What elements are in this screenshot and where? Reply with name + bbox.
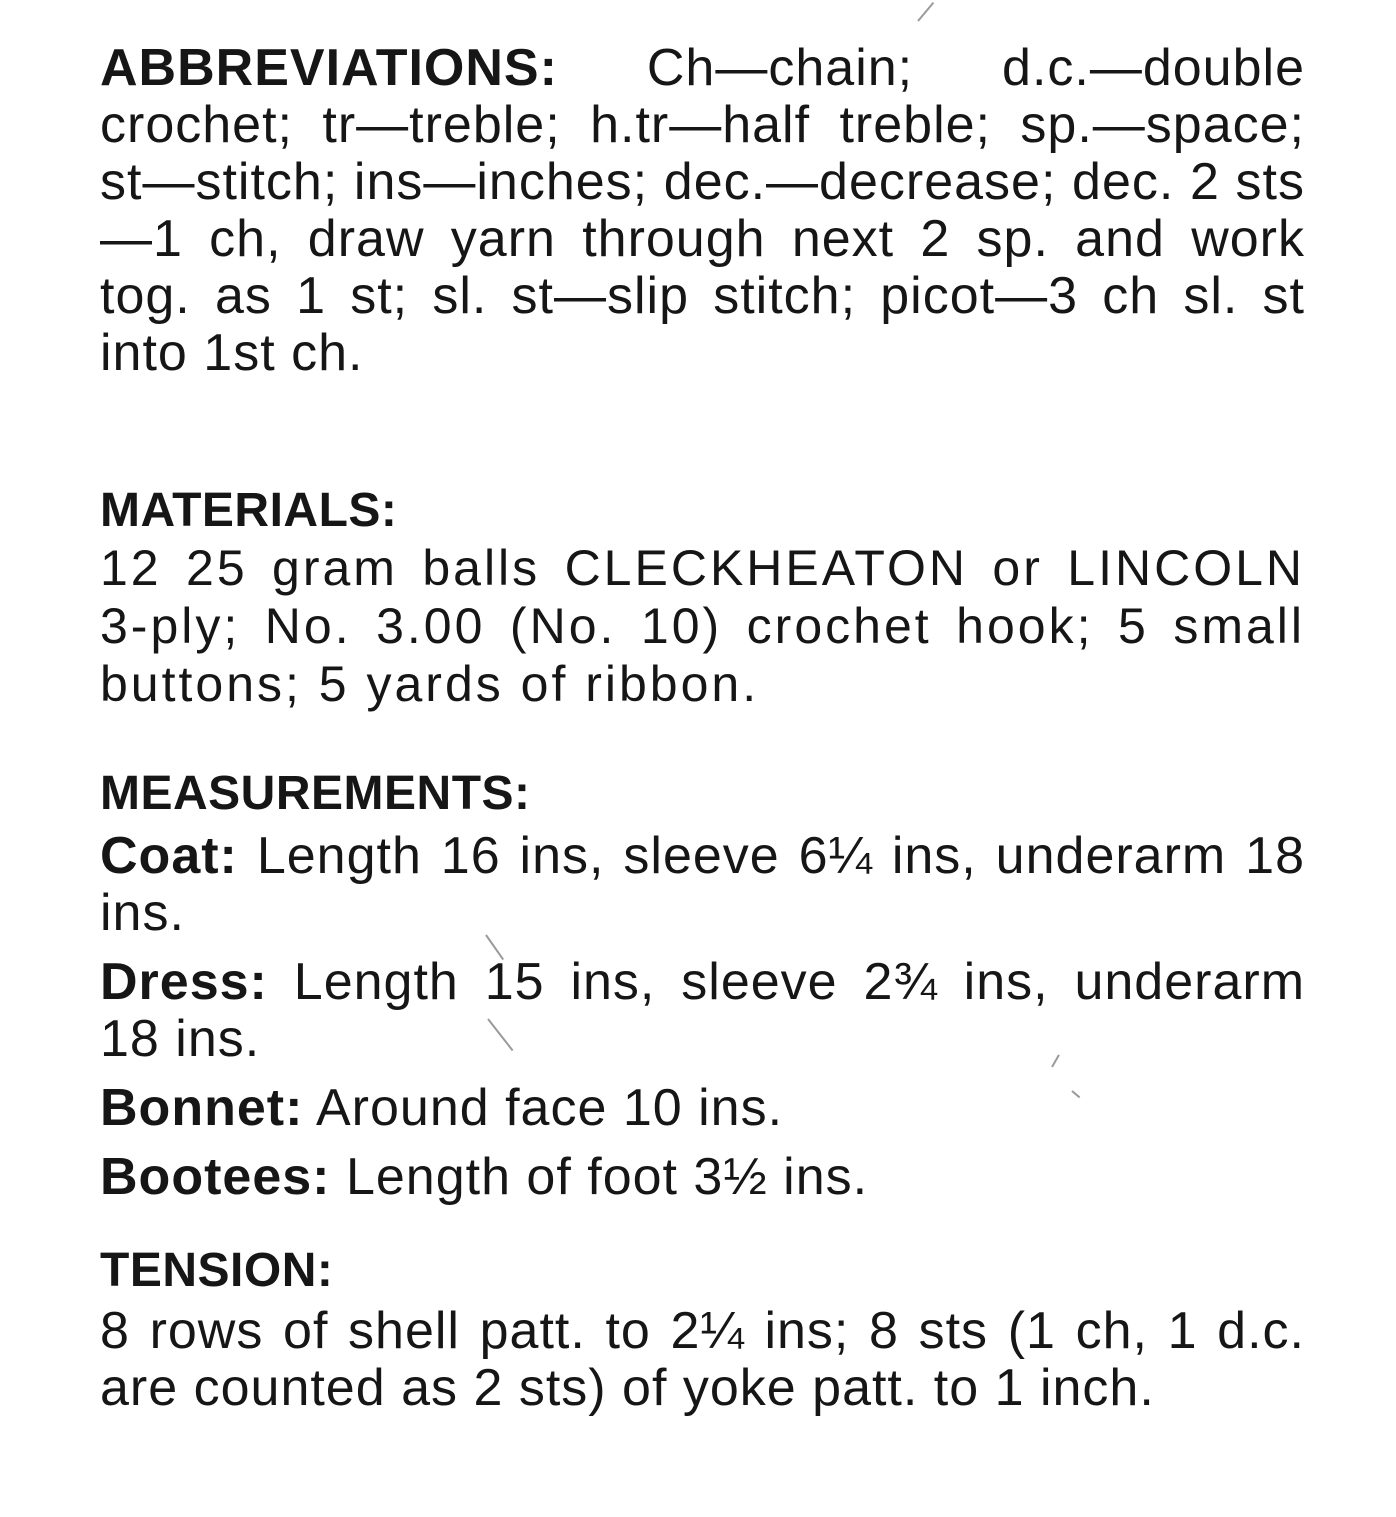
measurement-text: Around face 10 ins. [315,1079,784,1137]
abbreviations-text: Ch—chain; d.c.—double crochet; tr—treble; h.tr—half treble; sp.—space; st—stitch; ins—inches; dec.—decrease; dec. 2 sts—1 ch, draw yarn through next 2 sp. and work tog. as 1 st; sl. st—slip stitch; picot—3 ch sl. st into 1st ch. [100,39,1305,382]
measurement-label: Dress: [100,953,268,1011]
measurement-dress [100,954,1305,1068]
measurement-label: Bonnet: [100,1079,304,1137]
abbreviations-paragraph [100,40,1305,382]
pattern-document [100,40,1305,1417]
measurements-heading: MEASUREMENTS: [100,767,531,820]
materials-heading: MATERIALS: [100,484,398,537]
measurements-list [100,828,1305,1206]
tension-heading: TENSION: [100,1244,334,1297]
scan-mark [917,2,934,22]
measurement-bonnet [100,1080,1305,1137]
tension-text: 8 rows of shell patt. to 2¼ ins; 8 sts (1 ch, 1 d.c. are counted as 2 sts) of yoke patt. to 1 inch. [100,1302,1305,1417]
measurement-text: Length 15 ins, sleeve 2¾ ins, underarm 18 ins. [100,953,1306,1068]
measurement-coat [100,828,1305,942]
measurement-label: Coat: [100,827,238,885]
measurement-bootees [100,1149,1305,1206]
measurement-text: Length of foot 3½ ins. [345,1148,869,1206]
materials-text: 12 25 gram balls CLECKHEATON or LINCOLN 3-ply; No. 3.00 (No. 10) crochet hook; 5 small buttons; 5 yards of ribbon. [100,540,1305,712]
measurement-label: Bootees: [100,1148,331,1206]
measurement-text: Length 16 ins, sleeve 6¼ ins, underarm 18 ins. [100,827,1305,942]
abbreviations-heading: ABBREVIATIONS: [100,39,558,97]
